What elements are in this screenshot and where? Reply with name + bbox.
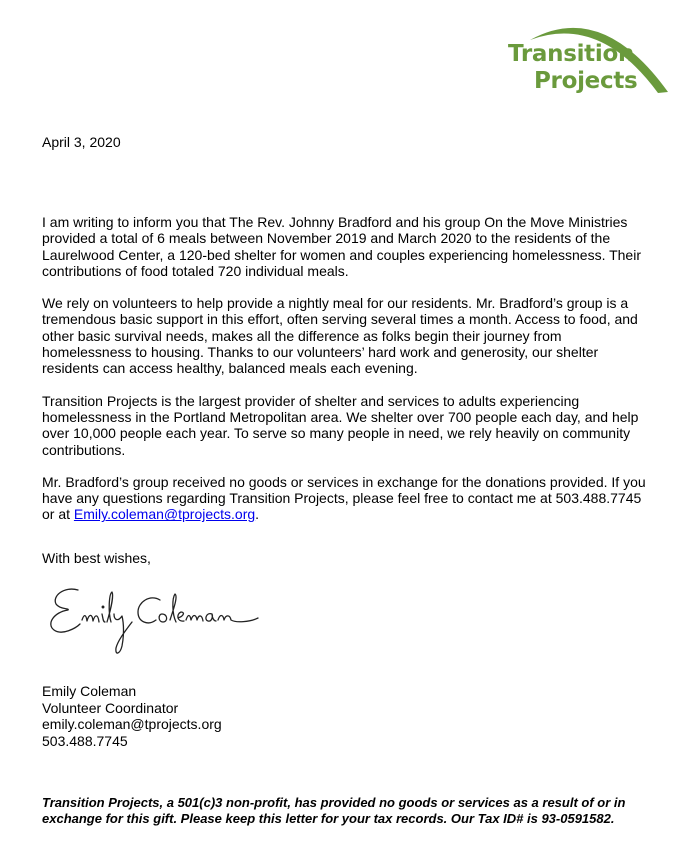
logo-text-line1: Transition bbox=[508, 41, 635, 67]
body-paragraph-4 bbox=[42, 474, 652, 523]
organization-logo bbox=[490, 18, 680, 103]
body-paragraph-2: We rely on volunteers to help provide a nightly meal for our residents. Mr. Bradford’s group is a tremendous basic support in this effort, often serving several times a month. Access to food, and other basic survival needs, makes all the difference as folks begin their journey from homelessness to housing. Thanks to our volunteers’ hard work and generosity, our shelter residents can access healthy, balanced meals each evening. bbox=[42, 295, 638, 377]
body-paragraph-1: I am writing to inform you that The Rev. Johnny Bradford and his group On the Move Ministries provided a total of 6 meals between November 2019 and March 2020 to the residents of the Laurelwood Center, a 120-bed shelter for women and couples experiencing homelessness. Their contributions of food totaled 720 individual meals. bbox=[42, 214, 641, 279]
body-paragraph-4-text: Mr. Bradford’s group received no goods or services in exchange for the donations provided. If you have any questions regarding Transition Projects, please feel free to contact me at 503.488.7745 or at bbox=[42, 473, 646, 523]
handwritten-signature bbox=[40, 574, 300, 664]
tax-disclaimer: Transition Projects, a 501(c)3 non-profit, has provided no goods or services as a result of or in exchange for this gift. Please keep this letter for your tax records. Our Tax ID# is 93-0591582. bbox=[42, 795, 626, 826]
letter-closing: With best wishes, bbox=[42, 550, 151, 566]
letter-date: April 3, 2020 bbox=[42, 134, 121, 150]
contact-email-link[interactable]: Emily.coleman@tprojects.org bbox=[73, 506, 256, 523]
signatory-title: Volunteer Coordinator bbox=[42, 699, 179, 716]
signatory-email: emily.coleman@tprojects.org bbox=[42, 716, 222, 732]
logo-text-line2: Projects bbox=[534, 68, 638, 94]
signatory-block bbox=[42, 683, 222, 749]
signatory-phone: 503.488.7745 bbox=[42, 732, 128, 749]
body-paragraph-3: Transition Projects is the largest provider of shelter and services to adults experiencing homelessness in the Portland Metropolitan area. We shelter over 700 people each day, and help over 10,000 people each year. To serve so many people in need, we rely heavily on community contributions. bbox=[42, 392, 639, 458]
letter-body bbox=[42, 214, 652, 539]
body-paragraph-4-end: . bbox=[255, 506, 260, 523]
signatory-name: Emily Coleman bbox=[42, 683, 137, 699]
